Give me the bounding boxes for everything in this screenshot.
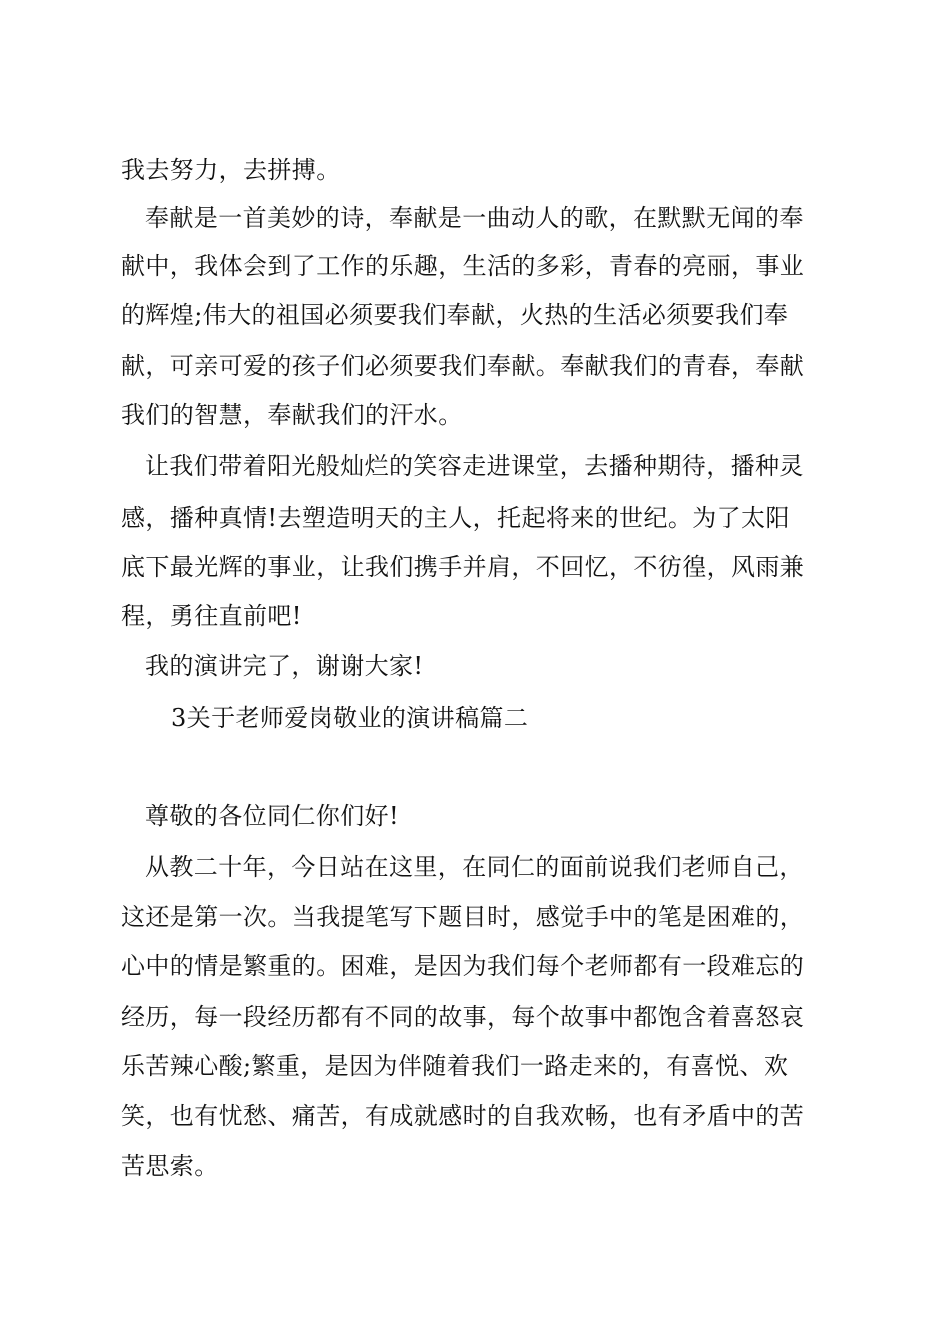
text-line: 的辉煌;伟大的祖国必须要我们奉献，火热的生活必须要我们奉 xyxy=(121,301,789,329)
text-line: 笑，也有忧愁、痛苦，有成就感时的自我欢畅，也有矛盾中的苦 xyxy=(121,1102,805,1130)
text-line: 心中的情是繁重的。困难，是因为我们每个老师都有一段难忘的 xyxy=(121,952,805,980)
text-line: 从教二十年，今日站在这里，在同仁的面前说我们老师自己， xyxy=(145,853,804,881)
text-line: 我们的智慧，奉献我们的汗水。 xyxy=(121,401,463,429)
text-line: 让我们带着阳光般灿烂的笑容走进课堂，去播种期待，播种灵 xyxy=(145,452,804,480)
text-line: 这还是第一次。当我提笔写下题目时，感觉手中的笔是困难的， xyxy=(121,903,805,931)
text-line: 奉献是一首美妙的诗，奉献是一曲动人的歌，在默默无闻的奉 xyxy=(145,204,804,232)
text-line: 献中，我体会到了工作的乐趣，生活的多彩，青春的亮丽，事业 xyxy=(121,252,805,280)
text-line: 苦思索。 xyxy=(121,1152,219,1180)
text-line: 底下最光辉的事业，让我们携手并肩，不回忆，不彷徨，风雨兼 xyxy=(121,553,805,581)
text-line: 经历，每一段经历都有不同的故事，每个故事中都饱含着喜怒哀 xyxy=(121,1003,805,1031)
text-line: 程，勇往直前吧! xyxy=(121,602,302,630)
text-line: 献，可亲可爱的孩子们必须要我们奉献。奉献我们的青春，奉献 xyxy=(121,352,805,380)
text-line: 我去努力，去拼搏。 xyxy=(121,156,341,184)
text-line: 尊敬的各位同仁你们好! xyxy=(145,802,400,830)
text-line: 乐苦辣心酸;繁重，是因为伴随着我们一路走来的，有喜悦、欢 xyxy=(121,1052,789,1080)
text-line: 我的演讲完了，谢谢大家! xyxy=(145,652,424,680)
text-line: 感，播种真情!去塑造明天的主人，托起将来的世纪。为了太阳 xyxy=(121,504,790,532)
section-title: 3关于老师爱岗敬业的演讲稿篇二 xyxy=(171,704,529,732)
